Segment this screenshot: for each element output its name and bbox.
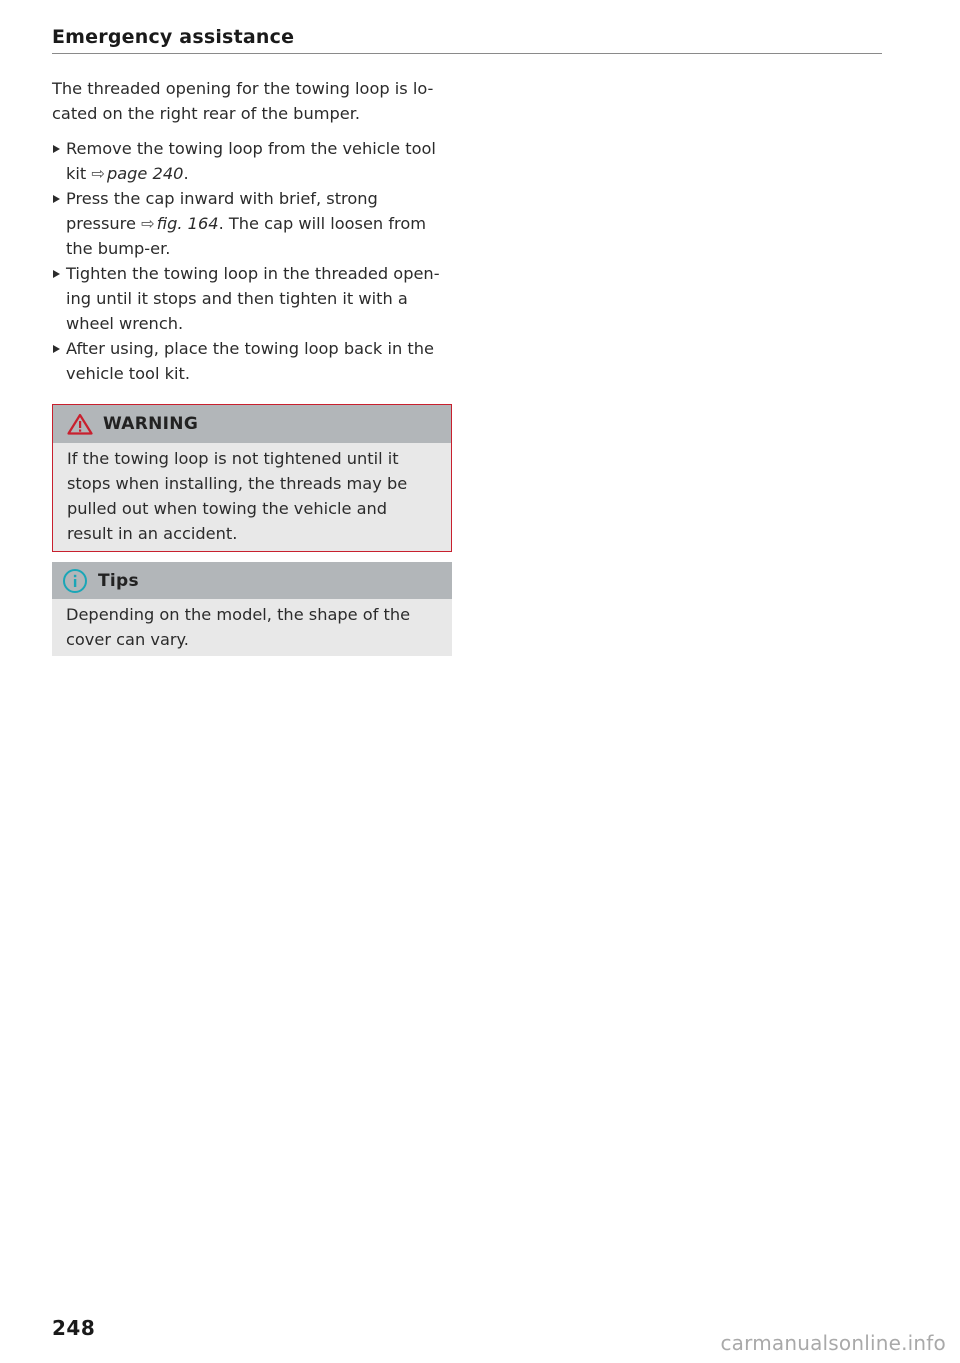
header-divider: [52, 53, 882, 54]
step-bullet-icon: [53, 195, 60, 203]
warning-label: WARNING: [103, 414, 199, 434]
step-1-after: .: [183, 164, 189, 183]
step-1-text: Remove the towing loop from the vehicle tool kit: [66, 139, 436, 183]
info-icon: [62, 568, 88, 594]
step-4: [52, 336, 452, 386]
reference-arrow-icon: ⇨: [91, 164, 105, 183]
page-240-link[interactable]: [91, 164, 183, 183]
main-column: [52, 76, 452, 386]
step-2-text: Press the cap inward with brief, strong pressure: [66, 189, 378, 233]
reference-arrow-icon: ⇨: [141, 214, 155, 233]
warning-box: [52, 404, 452, 552]
step-3-text: Tighten the towing loop in the threaded open-ing until it stops and then tighten it with a wheel wrench.: [66, 264, 440, 333]
step-2: [52, 186, 452, 261]
step-bullet-icon: [53, 345, 60, 353]
tips-header: [52, 562, 452, 599]
fig-164-link[interactable]: [141, 214, 219, 233]
page-header: [52, 24, 882, 54]
intro-paragraph: The threaded opening for the towing loop is lo-cated on the right rear of the bumper.: [52, 79, 434, 123]
step-bullet-icon: [53, 145, 60, 153]
step-1: [52, 136, 452, 186]
warning-header: [53, 405, 451, 443]
tips-text: Depending on the model, the shape of the cover can vary.: [66, 605, 411, 649]
fig-ref-label: fig. 164: [156, 214, 219, 233]
step-2-after: . The cap will loosen from the bump-er.: [66, 214, 427, 258]
tips-box: [52, 562, 452, 656]
warning-text: If the towing loop is not tightened until it stops when installing, the threads may be pulled out when towing the vehicle and result in an accident.: [67, 449, 408, 543]
section-title: Emergency assistance: [52, 26, 295, 48]
step-bullet-icon: [53, 270, 60, 278]
step-3: [52, 261, 452, 336]
page-ref-label: page 240: [106, 164, 184, 183]
step-4-text: After using, place the towing loop back in the vehicle tool kit.: [66, 339, 434, 383]
tips-label: Tips: [98, 570, 139, 591]
instruction-steps: [52, 136, 452, 386]
watermark: carmanualsonline.info: [720, 1331, 946, 1355]
warning-triangle-icon: [67, 413, 93, 435]
page-number: 248: [52, 1316, 96, 1340]
